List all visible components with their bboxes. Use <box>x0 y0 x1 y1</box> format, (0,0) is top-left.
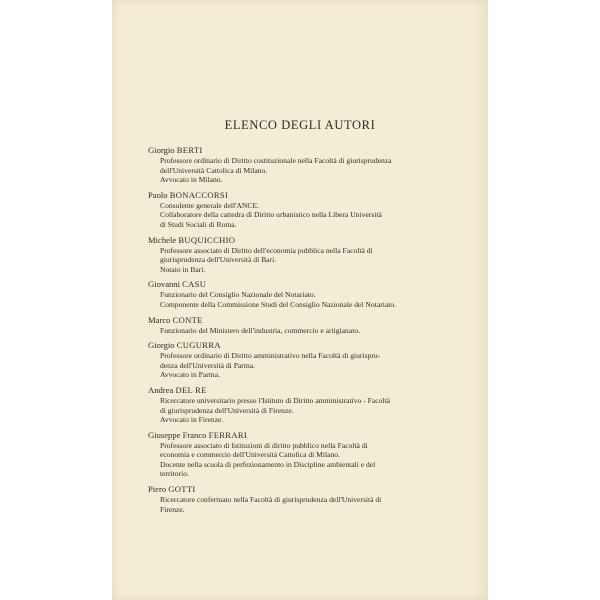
author-name <box>148 340 448 351</box>
author-first-name: Giorgio <box>148 340 175 351</box>
description-line: Collaboratore della cattedra di Diritto urbanistico nella Libera Università <box>160 210 382 220</box>
author-first-name: Giovanni <box>148 279 180 290</box>
description-line: Professore ordinario di Diritto costituzionale nella Facoltà di giurisprudenza <box>160 156 392 165</box>
description-line: Consulente generale dell'ANCE. <box>160 200 260 210</box>
description-line: Avvocato in Milano. <box>160 175 223 185</box>
description-line: territorio. <box>160 469 189 479</box>
author-surname: DEL RE <box>175 384 207 395</box>
description-line: Avvocato in Parma. <box>160 370 220 380</box>
author-entry <box>148 279 448 309</box>
author-surname: CASU <box>182 279 207 290</box>
author-entry <box>148 190 448 230</box>
author-surname: CUGURRA <box>176 340 221 351</box>
author-first-name: Giuseppe Franco <box>148 429 207 440</box>
description-line: Firenze. <box>160 504 185 514</box>
description-line: di giurisprudenza dell'Università di Firenze. <box>160 405 294 415</box>
description-line: Professore ordinario di Diritto amministrativo nella Facoltà di giurispru- <box>160 351 381 361</box>
author-description <box>160 441 448 479</box>
description-line: Componente della Commissione Studi del Consiglio Nazionale del Notariato. <box>160 299 397 309</box>
author-name <box>148 430 448 441</box>
description-line: denza dell'Università di Parma. <box>160 360 255 370</box>
author-first-name: Andrea <box>148 384 174 395</box>
description-line: Ricercatore universitario presso l'Istituto di Diritto amministrativo - Facoltà <box>160 395 390 405</box>
author-description <box>160 201 448 230</box>
author-description <box>160 326 448 336</box>
book-page <box>112 0 488 600</box>
author-surname: BERTI <box>176 145 203 155</box>
author-description <box>160 351 448 380</box>
description-line: dell'Università Cattolica di Milano. <box>160 165 268 175</box>
author-entry <box>148 340 448 380</box>
description-line: di Studi Sociali di Roma. <box>160 219 237 229</box>
author-entry <box>148 484 448 514</box>
author-description <box>160 396 448 425</box>
description-line: Avvocato in Firenze. <box>160 415 224 425</box>
author-surname: FERRARI <box>208 429 248 440</box>
author-description <box>160 246 448 275</box>
authors-list <box>148 145 448 519</box>
description-line: Professore associato di Istituzioni di diritto pubblico nella Facoltà di <box>160 440 368 450</box>
author-first-name: Marco <box>148 314 171 325</box>
author-first-name: Piero <box>148 484 167 495</box>
author-description <box>160 156 448 185</box>
author-name <box>148 279 448 290</box>
author-name <box>148 145 448 156</box>
description-line: economia e commercio dell'Università Cattolica di Milano. <box>160 450 340 460</box>
author-first-name: Michele <box>148 234 177 245</box>
author-description <box>160 495 448 514</box>
author-entry <box>148 430 448 479</box>
description-line: Professore associato di Diritto dell'economia pubblica nella Facoltà di <box>160 245 373 255</box>
description-line: giurisprudenza dell'Università di Bari. <box>160 255 277 265</box>
author-first-name: Giorgio <box>148 145 175 155</box>
description-line: Docente nella scuola di perfezionamento in Discipline ambientali e del <box>160 459 376 469</box>
description-line: Notaio in Bari. <box>160 264 206 274</box>
author-first-name: Paolo <box>148 189 168 200</box>
author-surname: BUQUICCHIO <box>178 234 236 245</box>
description-line: Ricercatore confermato nella Facoltà di giurisprudenza dell'Università di <box>160 495 382 505</box>
author-description <box>160 290 448 309</box>
page-title: ELENCO DEGLI AUTORI <box>224 118 376 132</box>
author-name <box>148 315 448 326</box>
author-name <box>148 190 448 201</box>
author-surname: BONACCORSI <box>169 189 229 200</box>
author-surname: CONTE <box>172 314 203 325</box>
author-surname: GOTTI <box>168 484 196 495</box>
author-entry <box>148 145 448 185</box>
author-name <box>148 484 448 495</box>
author-entry <box>148 385 448 425</box>
author-name <box>148 235 448 246</box>
description-line: Funzionario del Ministero dell'industria, commercio e artigianato. <box>160 325 361 335</box>
author-entry <box>148 235 448 275</box>
author-entry <box>148 315 448 336</box>
description-line: Funzionario del Consiglio Nazionale del Notariato. <box>160 290 316 300</box>
author-name <box>148 385 448 396</box>
